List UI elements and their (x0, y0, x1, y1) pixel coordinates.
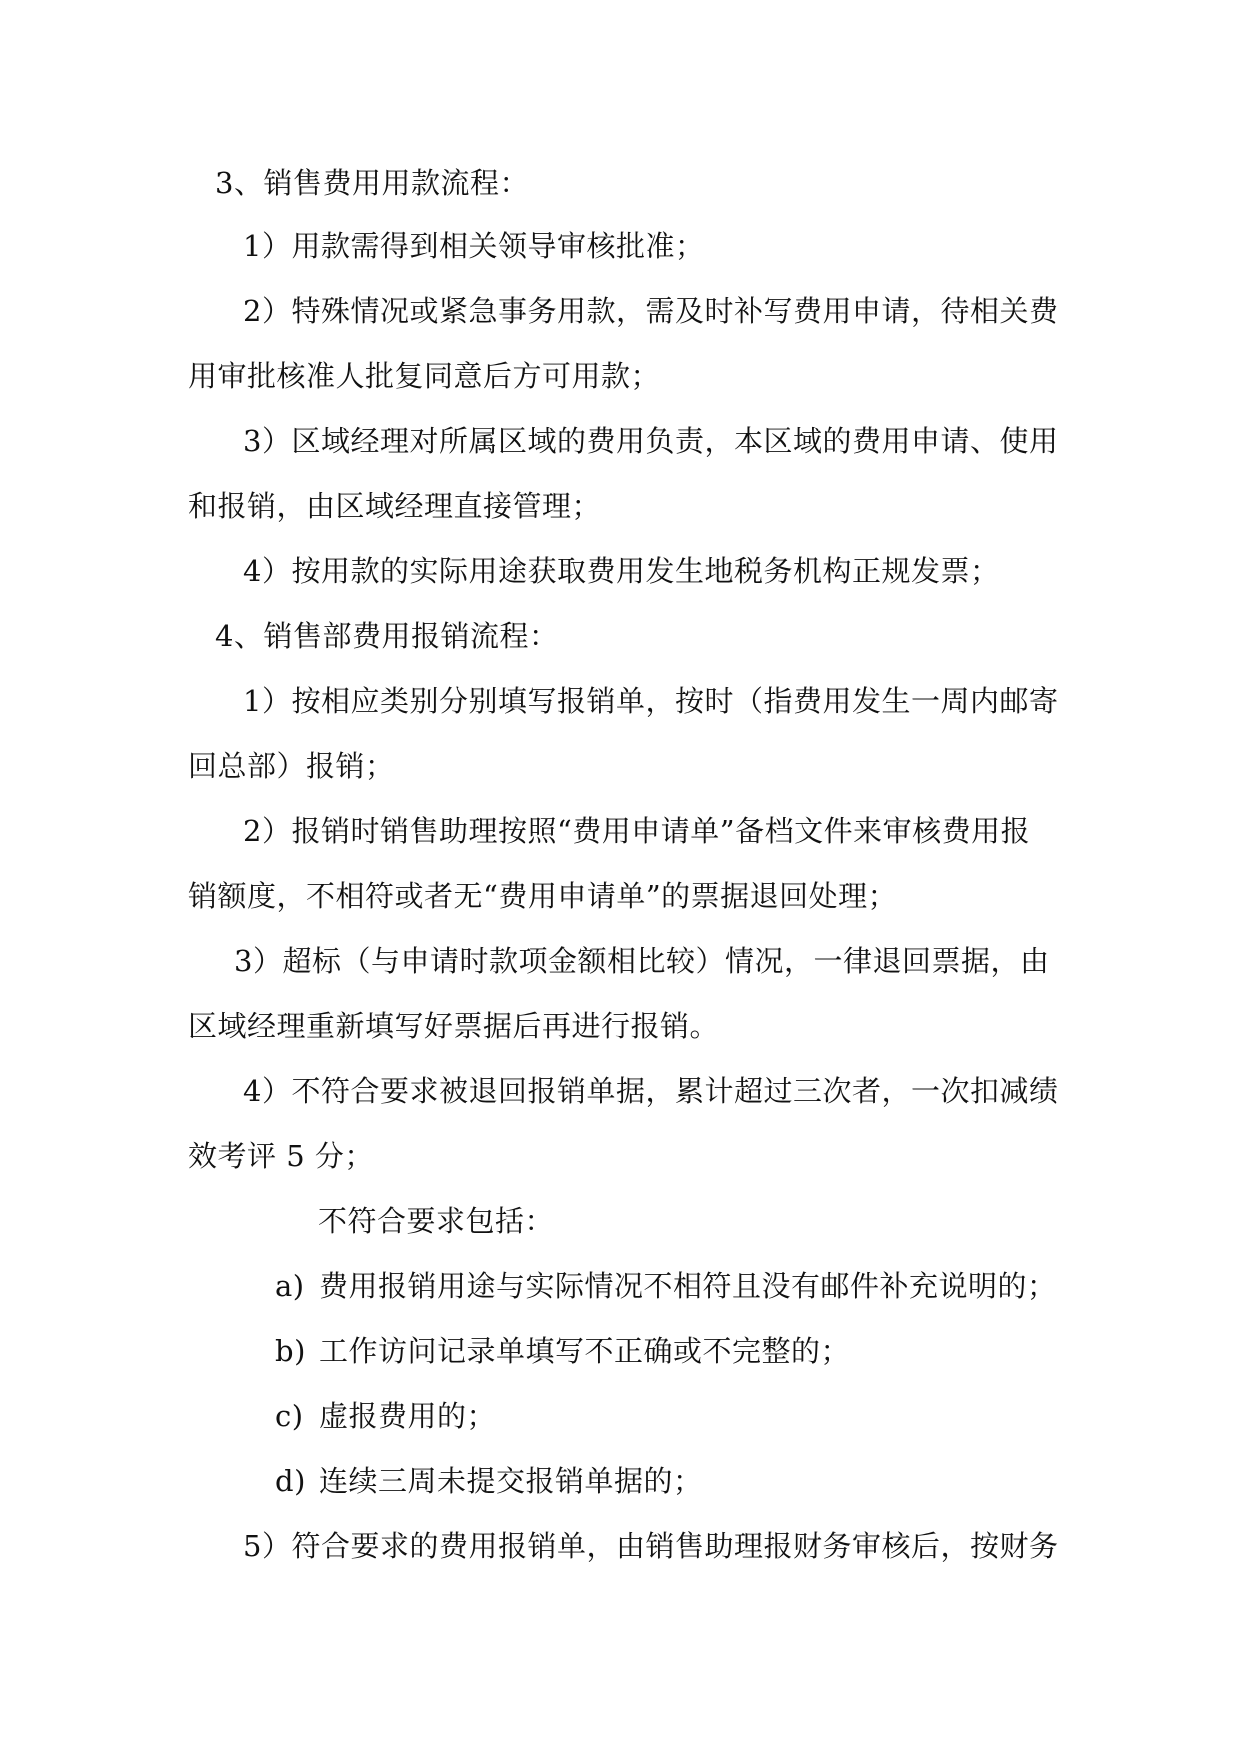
paragraph-line: 2）特殊情况或紧急事务用款，需及时补写费用申请，待相关费 (243, 294, 1059, 328)
list-item-marker: b) (275, 1334, 306, 1368)
section-heading-4: 4、销售部费用报销流程： (215, 619, 559, 653)
paragraph-line: 效考评 5 分； (188, 1139, 374, 1173)
list-item-text: 连续三周未提交报销单据的； (319, 1464, 703, 1498)
list-item-text: 费用报销用途与实际情况不相符且没有邮件补充说明的； (319, 1269, 1057, 1303)
paragraph-line: 4）按用款的实际用途获取费用发生地税务机构正规发票； (243, 554, 1000, 588)
list-item-text: 工作访问记录单填写不正确或不完整的； (319, 1334, 851, 1368)
paragraph-line: 2）报销时销售助理按照“费用申请单”备档文件来审核费用报 (243, 814, 1031, 848)
list-item (275, 1461, 703, 1501)
list-item-text: 虚报费用的； (319, 1399, 497, 1433)
paragraph-line: 3）超标（与申请时款项金额相比较）情况，一律退回票据，由 (234, 944, 1050, 978)
paragraph-line: 回总部）报销； (188, 749, 395, 783)
paragraph-line: 1）按相应类别分别填写报销单，按时（指费用发生一周内邮寄 (243, 684, 1059, 718)
list-item-marker: c) (275, 1399, 304, 1433)
list-item-marker: a) (275, 1269, 305, 1303)
paragraph-line: 用审批核准人批复同意后方可用款； (188, 359, 661, 393)
paragraph-line: 和报销，由区域经理直接管理； (188, 489, 602, 523)
paragraph-line: 3）区域经理对所属区域的费用负责，本区域的费用申请、使用 (243, 424, 1059, 458)
criteria-intro: 不符合要求包括： (318, 1204, 555, 1238)
list-item (275, 1396, 496, 1436)
paragraph-line: 区域经理重新填写好票据后再进行报销。 (188, 1009, 720, 1043)
list-item (275, 1331, 850, 1371)
paragraph-line: 销额度，不相符或者无“费用申请单”的票据退回处理； (188, 879, 898, 913)
section-heading-3: 3、销售费用用款流程： (215, 166, 529, 200)
paragraph-line: 1）用款需得到相关领导审核批准； (243, 229, 705, 263)
paragraph-line: 5）符合要求的费用报销单，由销售助理报财务审核后，按财务 (243, 1529, 1059, 1563)
list-item-marker: d) (275, 1464, 306, 1498)
list-item (275, 1266, 1057, 1306)
paragraph-line: 4）不符合要求被退回报销单据，累计超过三次者，一次扣减绩 (243, 1074, 1059, 1108)
